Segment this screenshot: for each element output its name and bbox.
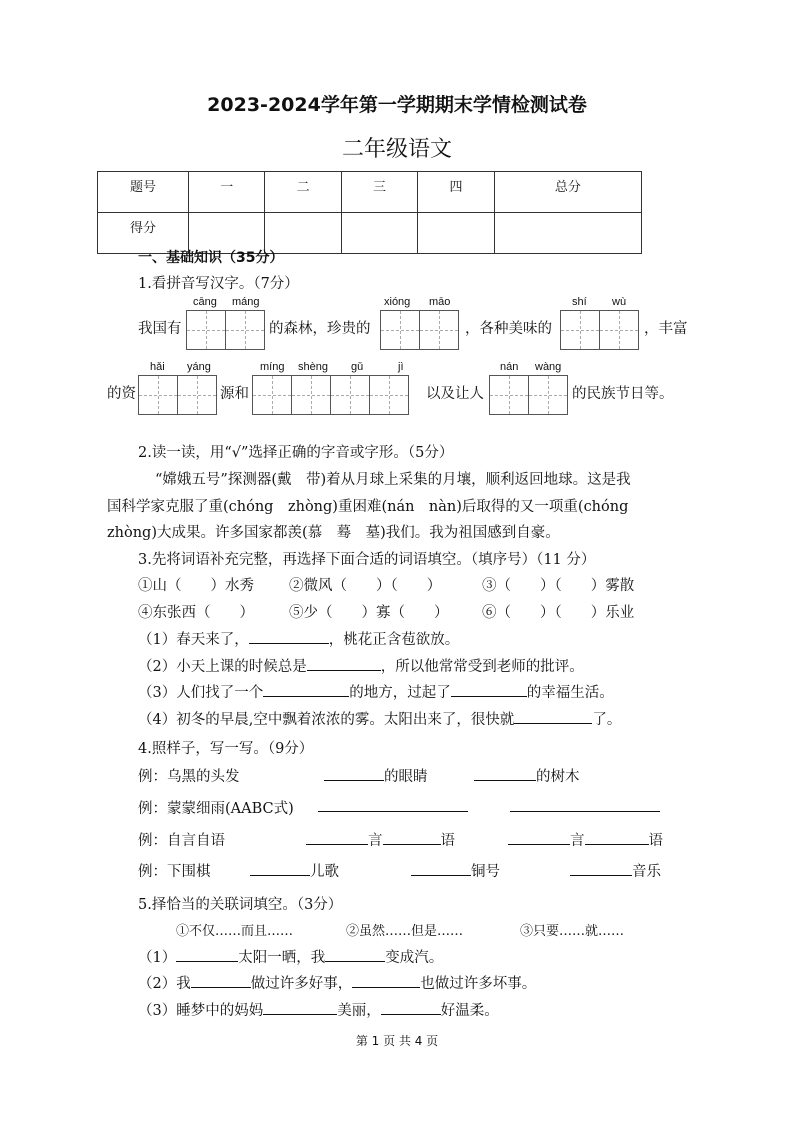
score-row-label: 得分 — [98, 213, 189, 254]
q3-idiom: ①山（ ）水秀 — [138, 578, 254, 594]
score-header-cell: 三 — [341, 172, 417, 213]
q4-text: 语 — [440, 833, 455, 849]
exam-subtitle: 二年级语文 — [341, 137, 452, 162]
score-header-cell: 题号 — [98, 172, 189, 213]
q4-item — [411, 860, 500, 881]
q1-text: 我国有 — [138, 321, 182, 337]
q3-idiom: ④东张西（ ） — [138, 605, 254, 621]
q1-text: ，丰富 — [644, 321, 688, 337]
answer-blank[interactable] — [325, 947, 385, 962]
q4-text: 铜号 — [471, 864, 500, 880]
q1-prompt: 1.看拼音写汉字。（7分） — [138, 276, 299, 292]
q5-text: 做过许多好事， — [250, 976, 353, 992]
q3-idiom: ②微风（ ）（ ） — [289, 578, 442, 594]
q3-text: （3）人们找了一个 — [138, 685, 264, 701]
q3-sentence — [138, 681, 614, 702]
answer-blank[interactable] — [451, 682, 527, 697]
q1-text: 的森林，珍贵的 — [269, 321, 371, 337]
tianzige-box[interactable] — [138, 375, 217, 415]
q4-example: 例：自言自语 — [138, 833, 225, 849]
answer-blank[interactable] — [176, 947, 238, 962]
score-header-cell: 二 — [265, 172, 341, 213]
q4-item — [306, 829, 455, 850]
answer-blank[interactable] — [318, 797, 468, 812]
pinyin: hǎi — [150, 361, 165, 373]
q5-sentence — [138, 946, 443, 967]
pinyin: shèng — [298, 361, 328, 373]
q4-item — [318, 797, 468, 816]
q5-text: 美丽， — [337, 1003, 381, 1019]
q5-text: （3）睡梦中的妈妈 — [138, 1003, 264, 1019]
q5-prompt: 5.择恰当的关联词填空。（3分） — [138, 897, 343, 913]
answer-blank[interactable] — [352, 973, 420, 988]
pinyin: wàng — [535, 361, 562, 373]
answer-blank[interactable] — [585, 830, 649, 845]
q4-example: 例：蒙蒙细雨(AABC式) — [138, 801, 294, 817]
q1-text: 源和 — [220, 386, 249, 402]
q3-text: 了。 — [592, 712, 622, 728]
score-header-cell: 总分 — [494, 172, 641, 213]
q3-text: （4）初冬的早晨,空中飘着浓浓的雾。太阳出来了，很快就 — [138, 712, 515, 728]
q4-text: 言 — [570, 833, 585, 849]
q4-example: 例：乌黑的头发 — [138, 769, 240, 785]
section-heading: 一、基础知识（35分） — [138, 250, 284, 266]
answer-blank[interactable] — [508, 830, 570, 845]
q3-text: （2）小天上课的时候总是 — [138, 659, 307, 675]
score-header-cell: 一 — [189, 172, 265, 213]
pinyin: míng — [260, 361, 285, 373]
pinyin: māo — [429, 296, 451, 308]
q3-text: （1）春天来了， — [138, 632, 249, 648]
q5-option: ③只要……就…… — [520, 924, 625, 939]
q4-item — [510, 797, 660, 816]
score-cell[interactable] — [418, 213, 494, 254]
q5-sentence — [138, 972, 536, 993]
tianzige-box[interactable] — [380, 310, 459, 350]
pinyin: wù — [612, 296, 627, 308]
q2-text-line: 国科学家克服了重(chóng zhòng)重困难(nán nàn)后取得的又一项重(chóng — [107, 499, 629, 515]
tianzige-box[interactable] — [560, 310, 639, 350]
score-table-header-row — [98, 172, 642, 213]
q5-text: 也做过许多坏事。 — [420, 976, 537, 992]
q4-text: 的眼睛 — [384, 769, 428, 785]
pinyin: máng — [232, 296, 260, 308]
q5-text: 太阳一晒，我 — [238, 950, 326, 966]
pinyin: cāng — [193, 296, 217, 308]
q5-text: （1） — [138, 950, 177, 966]
answer-blank[interactable] — [510, 797, 660, 812]
score-cell[interactable] — [494, 213, 641, 254]
exam-title: 2023-2024学年第一学期期末学情检测试卷 — [207, 94, 587, 116]
q1-text: ，各种美味的 — [465, 321, 552, 337]
q2-prompt: 2.读一读，用“√”选择正确的字音或字形。（5分） — [138, 445, 454, 461]
q3-prompt: 3.先将词语补充完整，再选择下面合适的词语填空。（填序号）（11 分） — [138, 552, 596, 568]
q3-sentence — [138, 655, 584, 676]
score-table — [97, 171, 642, 254]
answer-blank[interactable] — [250, 861, 310, 876]
q4-text: 音乐 — [632, 864, 661, 880]
pinyin: shí — [572, 296, 587, 308]
q5-sentence — [138, 999, 499, 1020]
q4-text: 儿歌 — [310, 864, 339, 880]
answer-blank[interactable] — [307, 656, 381, 671]
tianzige-box[interactable] — [489, 375, 568, 415]
q4-item — [570, 860, 661, 881]
score-header-cell: 四 — [418, 172, 494, 213]
answer-blank[interactable] — [249, 629, 329, 644]
answer-blank[interactable] — [514, 709, 592, 724]
q3-idiom: ⑤少（ ）寡（ ） — [289, 605, 449, 621]
q5-text: 好温柔。 — [440, 1003, 499, 1019]
answer-blank[interactable] — [191, 973, 251, 988]
q3-idiom: ⑥（ ）（ ）乐业 — [482, 605, 635, 621]
tianzige-box[interactable] — [186, 310, 265, 350]
q4-text: 语 — [648, 833, 663, 849]
q4-text: 的树木 — [536, 769, 580, 785]
answer-blank[interactable] — [474, 766, 536, 781]
q5-option: ①不仅……而且…… — [176, 924, 294, 939]
pinyin: yáng — [187, 361, 211, 373]
q4-example: 例：下围棋 — [138, 864, 211, 880]
q3-text: ，桃花正含苞欲放。 — [328, 632, 460, 648]
q3-sentence — [138, 628, 459, 649]
pinyin: gǔ — [351, 361, 364, 373]
answer-blank[interactable] — [570, 861, 632, 876]
q3-text: 的幸福生活。 — [526, 685, 614, 701]
q4-item — [324, 765, 428, 786]
pinyin: nán — [500, 361, 519, 373]
answer-blank[interactable] — [324, 766, 384, 781]
q3-sentence — [138, 708, 621, 729]
page-footer: 第 1 页 共 4 页 — [355, 1034, 439, 1048]
q4-text: 言 — [368, 833, 383, 849]
answer-blank[interactable] — [263, 682, 349, 697]
tianzige-box[interactable] — [252, 375, 409, 415]
pinyin: xióng — [384, 296, 411, 308]
answer-blank[interactable] — [411, 861, 471, 876]
q2-text-line: zhòng)大成果。许多国家都羡(慕 蓦 墓)我们。我为祖国感到自豪。 — [107, 525, 560, 541]
q1-text: 的资 — [107, 386, 136, 402]
q2-text-line: “嫦娥五号”探测器(戴 带)着从月球上采集的月壤，顺利返回地球。这是我 — [155, 472, 631, 488]
q3-text: ，所以他常常受到老师的批评。 — [380, 659, 584, 675]
answer-blank[interactable] — [263, 1000, 337, 1015]
q3-idiom: ③（ ）（ ）雾散 — [482, 578, 635, 594]
q4-item — [250, 860, 339, 881]
q5-text: （2）我 — [138, 976, 191, 992]
q4-item — [474, 765, 580, 786]
q4-item — [508, 829, 663, 850]
q1-text: 以及让人 — [426, 386, 484, 402]
q4-prompt: 4.照样子，写一写。（9分） — [138, 741, 314, 757]
q1-text: 的民族节日等。 — [572, 386, 674, 402]
pinyin: jì — [398, 361, 404, 373]
answer-blank[interactable] — [306, 830, 368, 845]
answer-blank[interactable] — [383, 830, 441, 845]
q5-text: 变成汽。 — [385, 950, 444, 966]
answer-blank[interactable] — [381, 1000, 441, 1015]
score-cell[interactable] — [341, 213, 417, 254]
q3-text: 的地方，过起了 — [349, 685, 451, 701]
q5-option: ②虽然……但是…… — [346, 924, 464, 939]
